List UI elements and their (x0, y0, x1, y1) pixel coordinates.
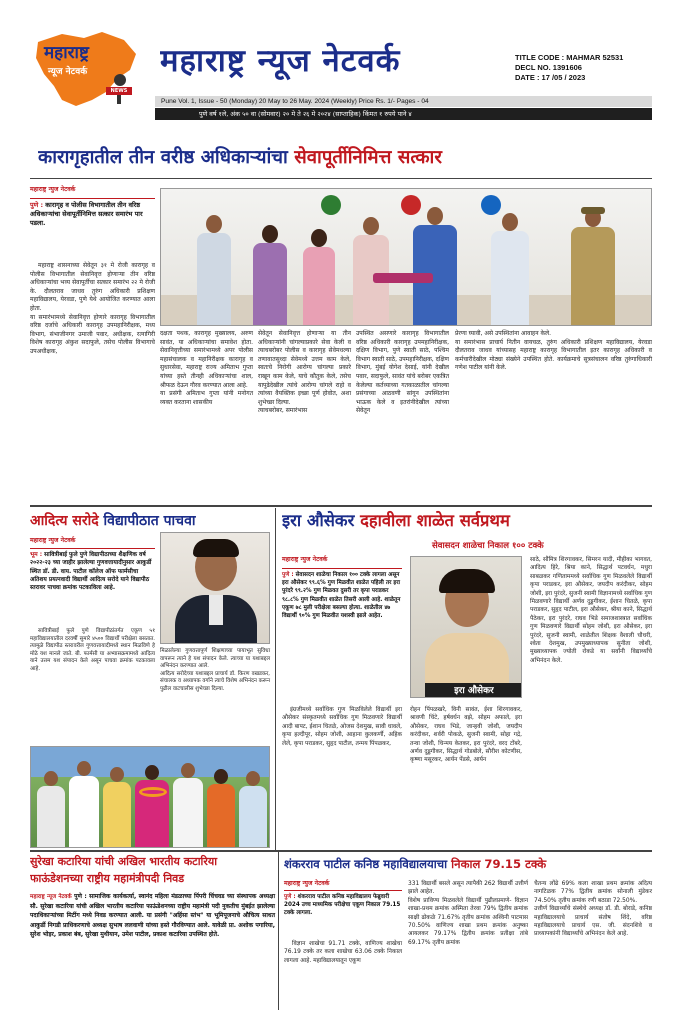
story3-headline-part2: दहावीला शाळेत सर्वप्रथम (360, 511, 510, 530)
decl-no: DECL NO. 1391606 (515, 63, 582, 72)
story3-body-mid2: रोहन पिंपळखरे, विनी सावंत, ईशा शिरगावकर, श्रावणी चिंटे, हर्षवर्धन वझे, सोहम अफाले, इरा औसेकर, राघव भिडे, जान्हवी जोशी, जयदीप करंदीकर, शर्वरी पोकळे, सुजनी स्वामी, सोहा गद्रे, तन्वा जोशी, चिन्मय केतकर, इरा पुरंदरे, वरद टोंबरे, अर्णव दुड्डगीकर, सिद्धार्थ गोडबोले, सौरीश कोटणीस, कृष्णा मसूरकर, आर्यन पेंडसे, आर्यन (410, 707, 522, 764)
story5-headline-part1: शंकरराव पाटील कनिष्ठ महाविद्यालयाचा (284, 857, 452, 871)
story5-tag: महाराष्ट्र न्युज नेटवर्क (284, 880, 330, 887)
story3-lead (282, 568, 402, 620)
issue-strip-mr-text: पुणे वर्ष १ले, अंक ५० वा (सोमवार) २० मे ते २६ मे २०२४ (साप्ताहिक) किंमत १ रुपये पाने ४ (199, 110, 412, 118)
story5-body3: चैतन्य लोंढे 69% कला शाखा प्रथम क्रमांक अदित्य नागटिळक 77% द्वितीय क्रमांक सोनाली मुंडेकर 74.50% तृतीय क्रमांक रणी बठाडा 72.50%. उत्तीर्ण विद्यार्थ्यांचे संस्थेचे अध्यक्ष डॉ. डी. बोराडे, कनिष्ठ महाविद्यालयाचे प्राचार्य संतोष शिंदे, वरिष्ठ महाविद्यालयाचे प्राचार्य एस. जी. संदनशिवे व प्राध्यापकांनी विद्यार्थ्यांचे अभिनंदन केले आहे. (534, 881, 652, 938)
story2-photo (160, 532, 270, 644)
story2-body-left: सावित्रीबाई फुले पुणे विद्यापीठांतर्गत एकूण ५१ महाविद्यालयातील दरवर्षी सुमारे ४५०० विद्यार्थी परीक्षेला बसतात. त्यामुळे विद्यापीठ स्तरावरील गुणवत्तायादीमध्ये स्थान मिळविणे हे मोठे यश मानले जाते. बी. फार्मसी या अभ्यासक्रमामध्ये आदित्य याने उत्तम यश संपादन केले असून पाचवा क्रमांक पटकावला आहे. (30, 628, 155, 672)
issue-strip-en-text: Pune Vol. 1, Issue - 50 (Monday) 20 May to 26 May. 2024 (Weekly) Price Rs. 1/- Pages - 04 (161, 98, 429, 105)
story1-col4: उपस्थित असणारे कारागृह विभागातील वरिष्ठ अधिकारी कारागृह उपमहानिरीक्षक, दक्षिण विभाग, पुणे स्वाती साठे, पश्चिम विभाग स्वाती साठे, उपमहानिरीक्षक, दक्षिण विभाग, मुंबई योगेश देसाई, यांनी देखील पवार, सदाफुले, सावंत यांचे बरोबर एकत्रित केलेल्या कर्तव्याच्या गतकाळातील चांगल्या प्रसंगाच्या आठवणी सांगून उपस्थितांना भाऊक केले व इतरांनीदेखील त्यांच्या सेवेतून (356, 330, 449, 415)
divider (275, 508, 276, 850)
story3-headline (282, 506, 652, 536)
title-code: TITLE CODE : MAHMAR 52531 (515, 53, 624, 62)
masthead-title: महाराष्ट्र न्यूज नेटवर्क (160, 43, 401, 79)
story3-lead-kicker: पुणे : (282, 572, 296, 578)
story4-tag: महाराष्ट्र न्यूज नेटवर्क (30, 894, 72, 900)
divider (278, 852, 279, 1010)
story2-lead (30, 548, 155, 592)
story5-body1: विज्ञान शाखेचा 91.71 टक्के, वाणिज्य शाखेचा 76.19 टक्के तर कला शाखेचा 63.06 टक्के निकाल लागला आहे. महाविद्यालयातून एकूण (284, 941, 402, 964)
story3-lead-text: सेवासदन शाळेचा निकाल १०० टक्के लागला असून इरा औसेकर ९९.६% गुण मिळवीत शाळेत पहिली तर इरा पुरंदरे ९९.२% गुण मिळवत दुसरी तर कृपा पराडकर ९८.८% गुण मिळवीत शाळेत तिसरी आली आहे. शाळेतून एकूण ७८ मुली परीक्षेला बसल्या होत्या. शाळेतील ४७ विद्यार्थी ९०% गुण मिळवीत यशस्वी झाले आहेत. (282, 572, 401, 620)
mic-icon (106, 74, 128, 104)
story4-lead-kicker: पुणे : (74, 893, 90, 900)
story5-headline-part2: निकाल 79.15 टक्के (451, 857, 547, 871)
logo-mic-label: NEWS (106, 87, 132, 95)
story3-tag: महाराष्ट्र न्युज नेटवर्क (282, 556, 328, 563)
logo-line1: महाराष्ट्र (44, 43, 89, 63)
masthead (0, 0, 683, 120)
story5-lead-kicker: पुणे : (284, 894, 298, 900)
story2-headline-part2: विद्यापीठात पाचवा (103, 513, 196, 529)
story4-headline-line1: सुरेखा कटारिया यांची अखिल भारतीय कटारिया (30, 855, 218, 868)
story2-lead-text: सावित्रीबाई फुले पुणे विद्यापीठाच्या शैक्षणिक वर्ष २०२२-२३ च्या जाहीर झालेल्या गुणवत्तायादीनुसार आकुर्डी स्थित डॉ. डी. वाय. पाटील कॉलेज ऑफ फार्मसीचा अतिशय प्रयत्नवादी विद्यार्थी आदित्य सरोदे याने विद्यापीठ स्तरावर पाचवा क्रमांक पटकाविला आहे. (30, 552, 152, 592)
story2-tag: महाराष्ट्र न्युज नेटवर्क (30, 537, 76, 544)
story1-col3: सेवेतून सेवानिवृत्त होणाऱ्या या तीन अधिकाऱ्यांनी चांगल्याप्रकारे सेवा केली व त्याचबरोबर पोलीस व कारागृह सेवेमधल्या तणावातसुध्दा सेवेमध्ये उत्तम काम केले, स्वतःचे निरोगी आरोग्य चांगल्या प्रकारे राखून काम केले, याचे कौतुक केले, तसेच यापुढेदेखील त्यांचे आरोग्य चांगले राहो व त्यांच्या वैयक्तिक इच्छा पूर्ण होवोत, अशा शुभेच्छा दिल्या. त्याचबरोबर, समारंभास (258, 330, 351, 415)
story1-col1: महाराष्ट्र शासनाच्या सेवेतून ३१ मे रोजी कारागृह व पोलीस विभागातील सेवानिवृत्त होणाऱ्या तीन वरिष्ठ अधिकाऱ्यांचा भव्य सेवापूर्तीचा सत्कार समारंभ २२ मे रोजी के. दौलतराव जाधव तुरुंग अधिकारी प्रशिक्षण महाविद्यालय, येरवडा, पुणे येथे आयोजित करण्यात आला होता. या समारंभामध्ये सेवानिवृत्त होणारे कारागृह विभागातील वरिष्ठ दर्जाचे अधिकारी कारागृह उपमहानिरीक्षक, मध्य विभाग, संभाजीनगर उमाजी पवार, अधीक्षक, रत्नागिरी विशेष कारागृह अंकुश सदाफुले, तसेच पोलीस विभागाचे उपअधीक्षक, (30, 262, 155, 355)
story4-lead-text: सामाजिक कार्यकर्त्या, स्वानंद महिला मंडळाच्या पिंपरी चिंचवड च्या संस्थापक अध्यक्षा सौ. सुरेखा कटारिया यांची अखिल भारतीय कटारिया फाऊंडेशनच्या राष्ट्रीय महामंत्री पदी नुकतीच मुंबईत झालेल्या पदाधिकाऱ्यांच्या मिटींग मध्ये निवड करण्यात आली. या प्रसंगी "अहिंसा स्तंभ" या भूमिपूजनाचे औचित्य साधत आकुर्डी निगडी प्राधिकरणाचे अध्यक्ष सुभाष ललवाणी यांच्या हस्ते गौरविण्यात आले. यावेळी प्रा. अशोक पगारिया, सुरेश भोइर, प्रकाश बंब, सुरेखा मुथीयान, उमेश पाटील, प्रकाश कटारिया उपस्थित होते. (30, 893, 276, 938)
story2-lead-kicker: भूम : (30, 552, 45, 558)
story3-subhead: सेवासदन शाळेचा निकाल १०० टक्के (432, 541, 544, 551)
story3-headline-part1: इरा औसेकर (282, 511, 361, 530)
story1-headline-part2: सेवापूर्तीनिमित्त सत्कार (294, 147, 442, 168)
story1-lead-text: कारागृह व पोलीस विभागातील तीन वरिष्ठ अधिकाऱ्यांचा सेवापूर्तीनिमित्त सत्कार समारंभ पार पडला. (30, 201, 143, 227)
story3-body-right: साठे, सौमित्र शिरगावकर, सिमरन यादी, मीहीका भागवत, आदित्य हिरे, श्रिया काने, सिद्धार्थ पटवर्धन, मधुरा साबळकर गणिताममध्ये सर्वाधिक गुण मिळवलेले विद्यार्थी कृपा पराडकर, इरा औसेकर, जयदीप करंदीकर, सोहम जोशी, इरा पुरंदरे, सुजनी स्वामी विज्ञानामध्ये सर्वाधिक गुण मिळवणारे विद्यार्थी अर्णव दुड्डगीकर, ईशान चितळे, कृपा पराडकर, सुहृद पाटील, इरा औसेकर, श्रीया काने, सिद्धार्थ पैठेकर, इरा पुरंदरे, राघव भिडे समाजशास्त्रात सर्वाधिक गुण मिळवणारे विद्यार्थी सोहम जोशी, इरा औसेकर, इरा पुरंदरे, सुजनी स्वामी, शाळेतील शिक्षक वैशाली चौधरी, श्वेता देशमुख, उपमुख्याध्यापक सुनीता जोशी, मुख्याध्यापक ज्योती रोकडे या सर्वांनी विद्यार्थ्यांचे अभिनंदन केले. (530, 557, 652, 664)
story1-col5: प्रेरणा घ्यावी, असे उपस्थितांना आवाहन केले. या समारंभास प्राचार्य नितीन वायचळ, तुरुंग अधिकारी प्रशिक्षण महाविद्यालय, येरवडा दौलतराव जाधव यांच्यासह महाराष्ट्र कारागृह विभागातील इतर कारागृह अधिकारी व कर्मचारीदेखील मोठ्या संख्येने उपस्थित होते. कार्यक्रमाचे सूत्रसंचालन वरिष्ठ तुरुंगाधिकारी गणेश पाटील यांनी केले. (455, 330, 652, 372)
story1-tag: महाराष्ट्र न्युज नेटवर्क (30, 186, 76, 193)
divider (30, 178, 652, 179)
issue-strip-mr (155, 108, 652, 120)
story3-body-mid: इंग्रजीमध्ये सर्वाधिक गुण मिळविलेले विद्यार्थी इरा औसेकर संस्कृतमध्ये सर्वाधिक गुण मिळवणारे विद्यार्थी आदी बापट, ईशान चितळे, ओजस देशमुख, सावी धावले, कृपा हल्दीपूर, सोहम जोशी, आहाना कुलकर्णी, अहिक लेले, कृपा पराडकर, सुहृद पाटील, तन्मय पिंपळकर, (282, 707, 402, 747)
divider (30, 850, 652, 852)
story1-photo (160, 188, 652, 326)
story5-body2: 331 विद्यार्थी बसले असून त्यापैकी 262 विद्यार्थी उत्तीर्ण झाले आहेत. विशेष प्राविण्य मिळवलेले विद्यार्थी पुढीलप्रमाणे- विज्ञान शाखा-प्रथम क्रमांक अस्मिता तेरवा 79% द्वितीय क्रमांक साक्षी ढोकळे 71.67% तृतीय क्रमांक अश्विनी पाटमास 70.50% वाणिज्य शाखा प्रथम क्रमांक अनुष्का आयलकर 79.17% द्वितीय क्रमांक प्रतीक्षा तांबे 69.17% तृतीय क्रमांक (408, 881, 528, 946)
story3-photo-caption: इरा औसेकर (425, 683, 522, 698)
logo (32, 30, 142, 110)
story4-photo (30, 746, 270, 848)
story4-headline-line2: फाऊंडेशनच्या राष्ट्रीय महामंत्रीपदी निवड (30, 872, 185, 885)
issue-date: DATE : 17 /05 / 2023 (515, 73, 586, 82)
story3-photo (410, 556, 522, 698)
logo-line2: न्यूज नेटवर्क (48, 67, 88, 77)
story2-headline-part1: आदित्य सरोदे (30, 513, 104, 529)
story1-headline-part1: कारागृहातील तीन वरीष्ठ अधिकाऱ्यांचा (38, 147, 295, 168)
story5-lead-text: शंकरराव पाटील कनिष्ठ महाविद्यालय फेब्रुवारी 2024 उच्च माध्यमिक परीक्षेचा एकूण निकाल 79.15 टक्के लागला. (284, 894, 401, 917)
story4-body (30, 892, 275, 939)
story5-headline (284, 853, 652, 875)
issue-strip-en (155, 96, 652, 107)
story2-headline (30, 508, 278, 534)
story1-headline (38, 140, 652, 176)
story1-lead (30, 198, 155, 228)
story5-lead (284, 890, 402, 918)
story2-body-right: मिळालेल्या गुणवत्तापूर्ण शिक्षणाच्या पायाभूत सुविधा वापरून त्याने हे यश संपादन केले. त्याच्या या यशाबद्दल अभिनंदन करण्यात आले. आदित्य सरोदेच्या यशाबद्दल प्राचार्य डॉ. किरण वखडकर, संचालक व अध्यापक वर्गाने त्याचे विशेष अभिनंदन करून पुढील वाटचालीस शुभेच्छा दिल्या. (160, 648, 270, 692)
story1-lead-kicker: पुणे : (30, 201, 46, 209)
story1-col2: दक्षता पथक, कारागृह मुख्यालय, अरुण सावंत, या अधिकाऱ्यांचा समावेश होता. सेवानिवृत्तीच्या समारंभामध्ये अपर पोलीस महासंचालक व महानिरीक्षक कारागृह व सुधारसेवा, महाराष्ट्र राज्य अमिताभ गुप्ता यांच्या हस्ते तीनही अधिकाऱ्यांचा शाल, श्रीफळ देऊन गौरव करण्यात आला आहे. या प्रसंगी अमिताभ गुप्ता यांनी मनोगत व्यक्त करताना शासकीय (160, 330, 253, 406)
